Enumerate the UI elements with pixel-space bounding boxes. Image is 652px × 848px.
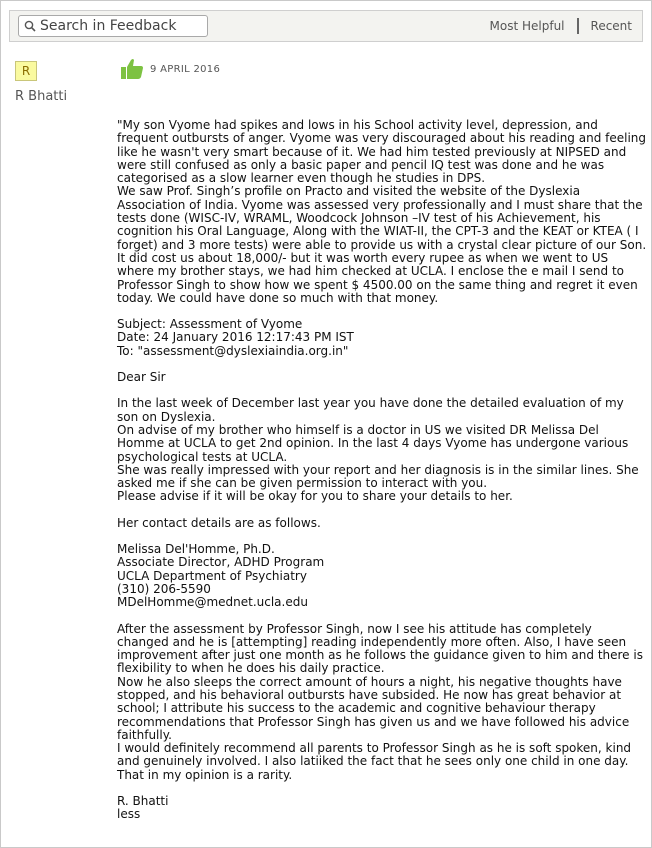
review-text	[117, 119, 647, 822]
review-author: R Bhatti	[15, 89, 68, 104]
review-paragraph: Subject: Assessment of Vyome	[117, 317, 303, 332]
review-paragraph: We saw Prof. Singh’s profile on Practo and visited the website of the Dyslexia Association of India. Vyome was assessed very professionally and I must share that the tests done (WISC-IV, WRAML, Woodcock Johnson –IV test of his Achievement, his cognition his Oral Language, Along with the WIAT-II, the CPT-3 and the KEAT or KTEA ( I forget) and 3 more tests) were able to provide us with a crystal clear picture of our Son. It did cost us about 18,000/- but it was worth every rupee as when we went to US where my brother stays, we had him checked at UCLA. I enclose the e mail I send to Professor Singh to show how we spent $ 4500.00 on the same thing and regret it even today. We could have done so much with that money.	[117, 184, 647, 305]
review-date: 9 APRIL 2016	[150, 64, 221, 75]
paragraph-gap	[117, 504, 647, 517]
paragraph-gap	[117, 782, 647, 795]
review-paragraph: Her contact details are as follows.	[117, 515, 321, 530]
search-input[interactable]	[40, 18, 200, 34]
review-paragraph: UCLA Department of Psychiatry	[117, 568, 307, 583]
paragraph-gap	[117, 358, 647, 371]
sort-most-helpful[interactable]: Most Helpful	[489, 19, 565, 33]
review-paragraph: Associate Director, ADHD Program	[117, 555, 325, 570]
sort-options	[490, 11, 632, 41]
review-paragraph: R. Bhatti	[117, 794, 169, 809]
review-paragraph: Please advise if it will be okay for you to share your details to her.	[117, 489, 513, 504]
review-paragraph: On advise of my brother who himself is a doctor in US we visited DR Melissa Del Homme at UCLA to get 2nd opinion. In the last 4 days Vyome has undergone various psychological tests at UCLA.	[117, 422, 629, 464]
paragraph-gap	[117, 610, 647, 623]
review-paragraph: I would definitely recommend all parents to Professor Singh as he is soft spoken, kind and genuinely involved. I also latiiked the fact that he sees only one child in one day. That in my opinion is a rarity.	[117, 741, 632, 782]
review-paragraph: (310) 206-5590	[117, 581, 211, 596]
less-link[interactable]: less	[117, 807, 141, 822]
review-paragraph: Date: 24 January 2016 12:17:43 PM IST	[117, 330, 354, 345]
review-paragraph: Dear Sir	[117, 370, 166, 385]
search-box[interactable]	[18, 15, 208, 37]
review-paragraph: She was really impressed with your report and her diagnosis is in the similar lines. She asked me if she can be given permission to interact with you.	[117, 462, 639, 491]
sort-recent[interactable]: Recent	[590, 19, 632, 33]
review-paragraph: Melissa Del'Homme, Ph.D.	[117, 542, 275, 557]
review-paragraph: Now he also sleeps the correct amount of hours a night, his negative thoughts have stopped, and his behavioral outbursts have subsided. He now has great behavior at school; I attribute his success to the academic and cognitive behaviour therapy recommendations that Professor Singh has given us and we have followed his advice faithfully.	[117, 674, 630, 742]
review-paragraph: After the assessment by Professor Singh, now I see his attitude has completely changed and he is [attempting] reading independently more often. Also, I have seen improvement after just one month as he follows the guidance given to him and there is flexibility to when he does his daily practice.	[117, 621, 643, 676]
feedback-toolbar	[9, 10, 643, 42]
review-paragraph: To: "assessment@dyslexiaindia.org.in"	[117, 343, 349, 358]
sort-divider	[577, 18, 579, 34]
review-paragraph: MDelHomme@mednet.ucla.edu	[117, 595, 308, 610]
avatar: R	[15, 61, 37, 81]
thumbs-up-icon	[120, 58, 144, 80]
review-paragraph: In the last week of December last year you have done the detailed evaluation of my son on Dyslexia.	[117, 396, 624, 424]
review-paragraph: "My son Vyome had spikes and lows in his School activity level, depression, and frequent outbursts of anger. Vyome was very discouraged about his reading and feeling like he wasn't very smart because of it. We had him tested previously at NIPSED and were still confused as only a basic paper and pencil IQ test was done and he was categorised as a slow learner even though he studies in DPS.	[117, 118, 647, 186]
search-icon	[24, 20, 36, 32]
